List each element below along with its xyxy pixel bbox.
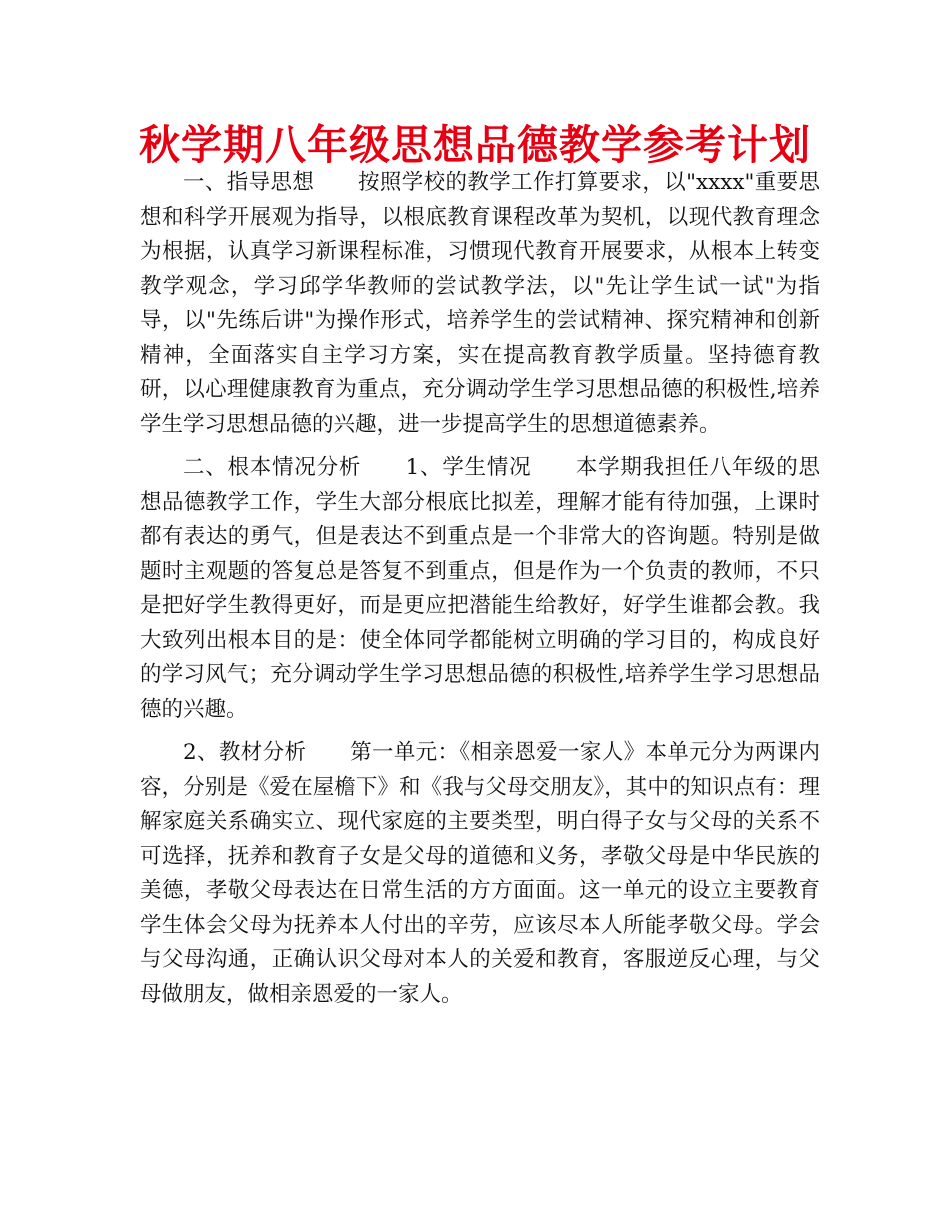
- document-title: 秋学期八年级思想品德教学参考计划: [139, 121, 811, 169]
- document-body: [140, 166, 820, 1012]
- paragraph-textbook-analysis: 2、教材分析 第一单元：《相亲恩爱一家人》本单元分为两课内容，分别是《爱在屋檐下》和《我与父母交朋友》，其中的知识点有：理解家庭关系确实立、现代家庭的主要类型，明白得子女与父母的关系不可选择，抚养和教育子女是父母的道德和义务，孝敬父母是中华民族的美德，孝敬父母表达在日常生活的方方面面。这一单元的设立主要教育学生体会父母为抚养本人付出的辛劳，应该尽本人所能孝敬父母。学会与父母沟通，正确认识父母对本人的关爱和教育，客服逆反心理，与父母做朋友，做相亲恩爱的一家人。: [140, 740, 820, 1007]
- paragraph-situation-analysis: 二、根本情况分析 1、学生情况 本学期我担任八年级的思想品德教学工作，学生大部分根底比拟差，理解才能有待加强，上课时都有表达的勇气，但是表达不到重点是一个非常大的咨询题。特别是做题时主观题的答复总是答复不到重点，但是作为一个负责的教师，不只是把好学生教得更好，而是更应把潜能生给教好，好学生谁都会教。我大致列出根本目的是：使全体同学都能树立明确的学习目的，构成良好的学习风气；充分调动学生学习思想品德的积极性,培养学生学习思想品德的兴趣。: [140, 455, 820, 722]
- paragraph-guiding-ideology: 一、指导思想 按照学校的教学工作打算要求，以"xxxx"重要思想和科学开展观为指导，以根底教育课程改革为契机，以现代教育理念为根据，认真学习新课程标准，习惯现代教育开展要求，从根本上转变教学观念，学习邱学华教师的尝试教学法，以"先让学生试一试"为指导，以"先练后讲"为操作形式，培养学生的尝试精神、探究精神和创新精神，全面落实自主学习方案，实在提高教育教学质量。坚持德育教研，以心理健康教育为重点，充分调动学生学习思想品德的积极性,培养学生学习思想品德的兴趣，进一步提高学生的思想道德素养。: [140, 170, 820, 437]
